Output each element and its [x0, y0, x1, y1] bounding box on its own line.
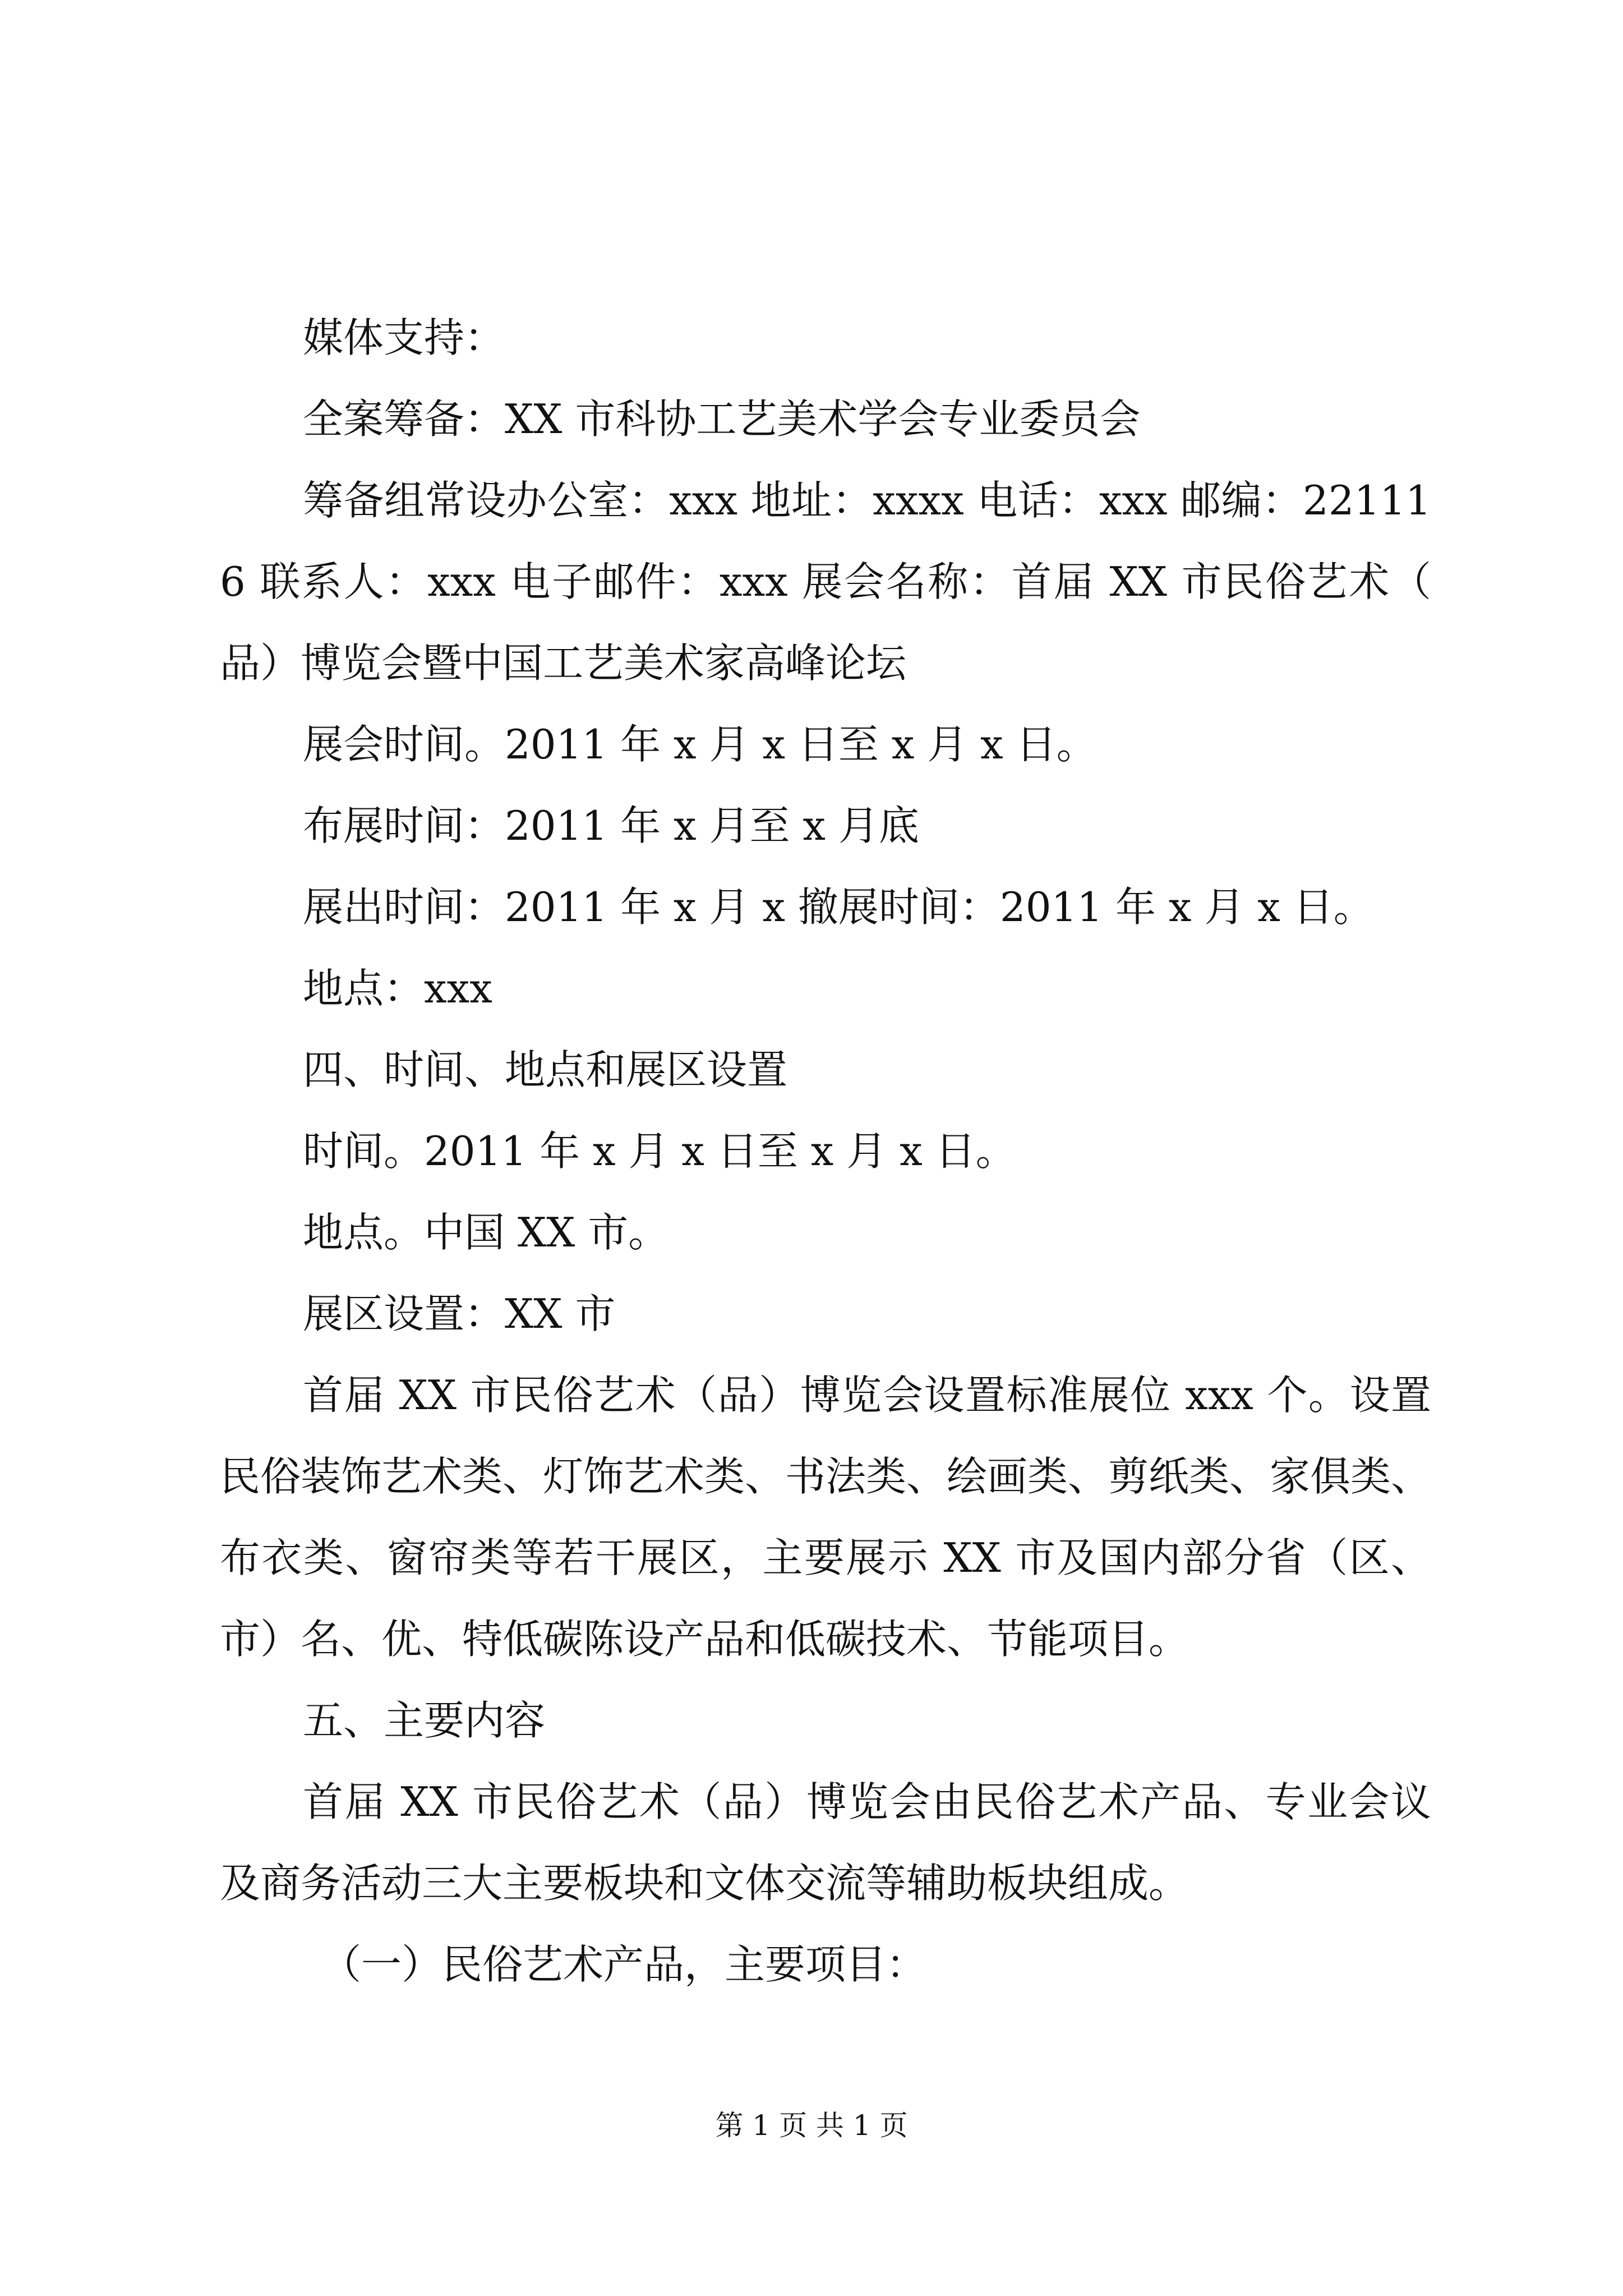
- paragraph-setup-time: 布展时间：2011 年 x 月至 x 月底: [303, 802, 919, 849]
- paragraph-office-contact: 筹备组常设办公室：xxx 地址：xxxx 电话：xxx 邮编：221116 联系人：xxx 电子邮件：xxx 展会名称：首届 XX 市民俗艺术（品）博览会暨中国工艺美术家高峰论坛: [220, 477, 1431, 687]
- paragraph-show-time: 展出时间：2011 年 x 月 x 撤展时间：2011 年 x 月 x 日。: [303, 884, 1374, 931]
- document-body: [220, 297, 1431, 2005]
- paragraph-area-setup: 展区设置：XX 市: [303, 1290, 616, 1337]
- paragraph-media-support: 媒体支持：: [303, 314, 505, 361]
- paragraph-preparation: 全案筹备：XX 市科协工艺美术学会专业委员会: [303, 395, 1141, 443]
- paragraph-booths: 首届 XX 市民俗艺术（品）博览会设置标准展位 xxx 个。设置民俗装饰艺术类、灯饰艺术类、书法类、绘画类、剪纸类、家俱类、布衣类、窗帘类等若干展区，主要展示 XX 市及国内部分省（区、市）名、优、特低碳陈设产品和低碳技术、节能项目。: [220, 1372, 1432, 1663]
- paragraph-location: 地点：xxx: [303, 965, 492, 1012]
- page-footer: 第 1 页 共 1 页: [715, 2109, 908, 2142]
- paragraph-exhibition-time: 展会时间。2011 年 x 月 x 日至 x 月 x 日。: [303, 721, 1097, 768]
- section-heading-4: 四、时间、地点和展区设置: [303, 1046, 788, 1093]
- paragraph-main-content: 首届 XX 市民俗艺术（品）博览会由民俗艺术产品、专业会议及商务活动三大主要板块和文体交流等辅助板块组成。: [220, 1778, 1431, 1907]
- subheading-folk-art-products: （一）民俗艺术产品，主要项目：: [321, 1941, 927, 1988]
- paragraph-place: 地点。中国 XX 市。: [303, 1209, 669, 1256]
- paragraph-time: 时间。2011 年 x 月 x 日至 x 月 x 日。: [303, 1128, 1016, 1175]
- section-heading-5: 五、主要内容: [303, 1697, 546, 1744]
